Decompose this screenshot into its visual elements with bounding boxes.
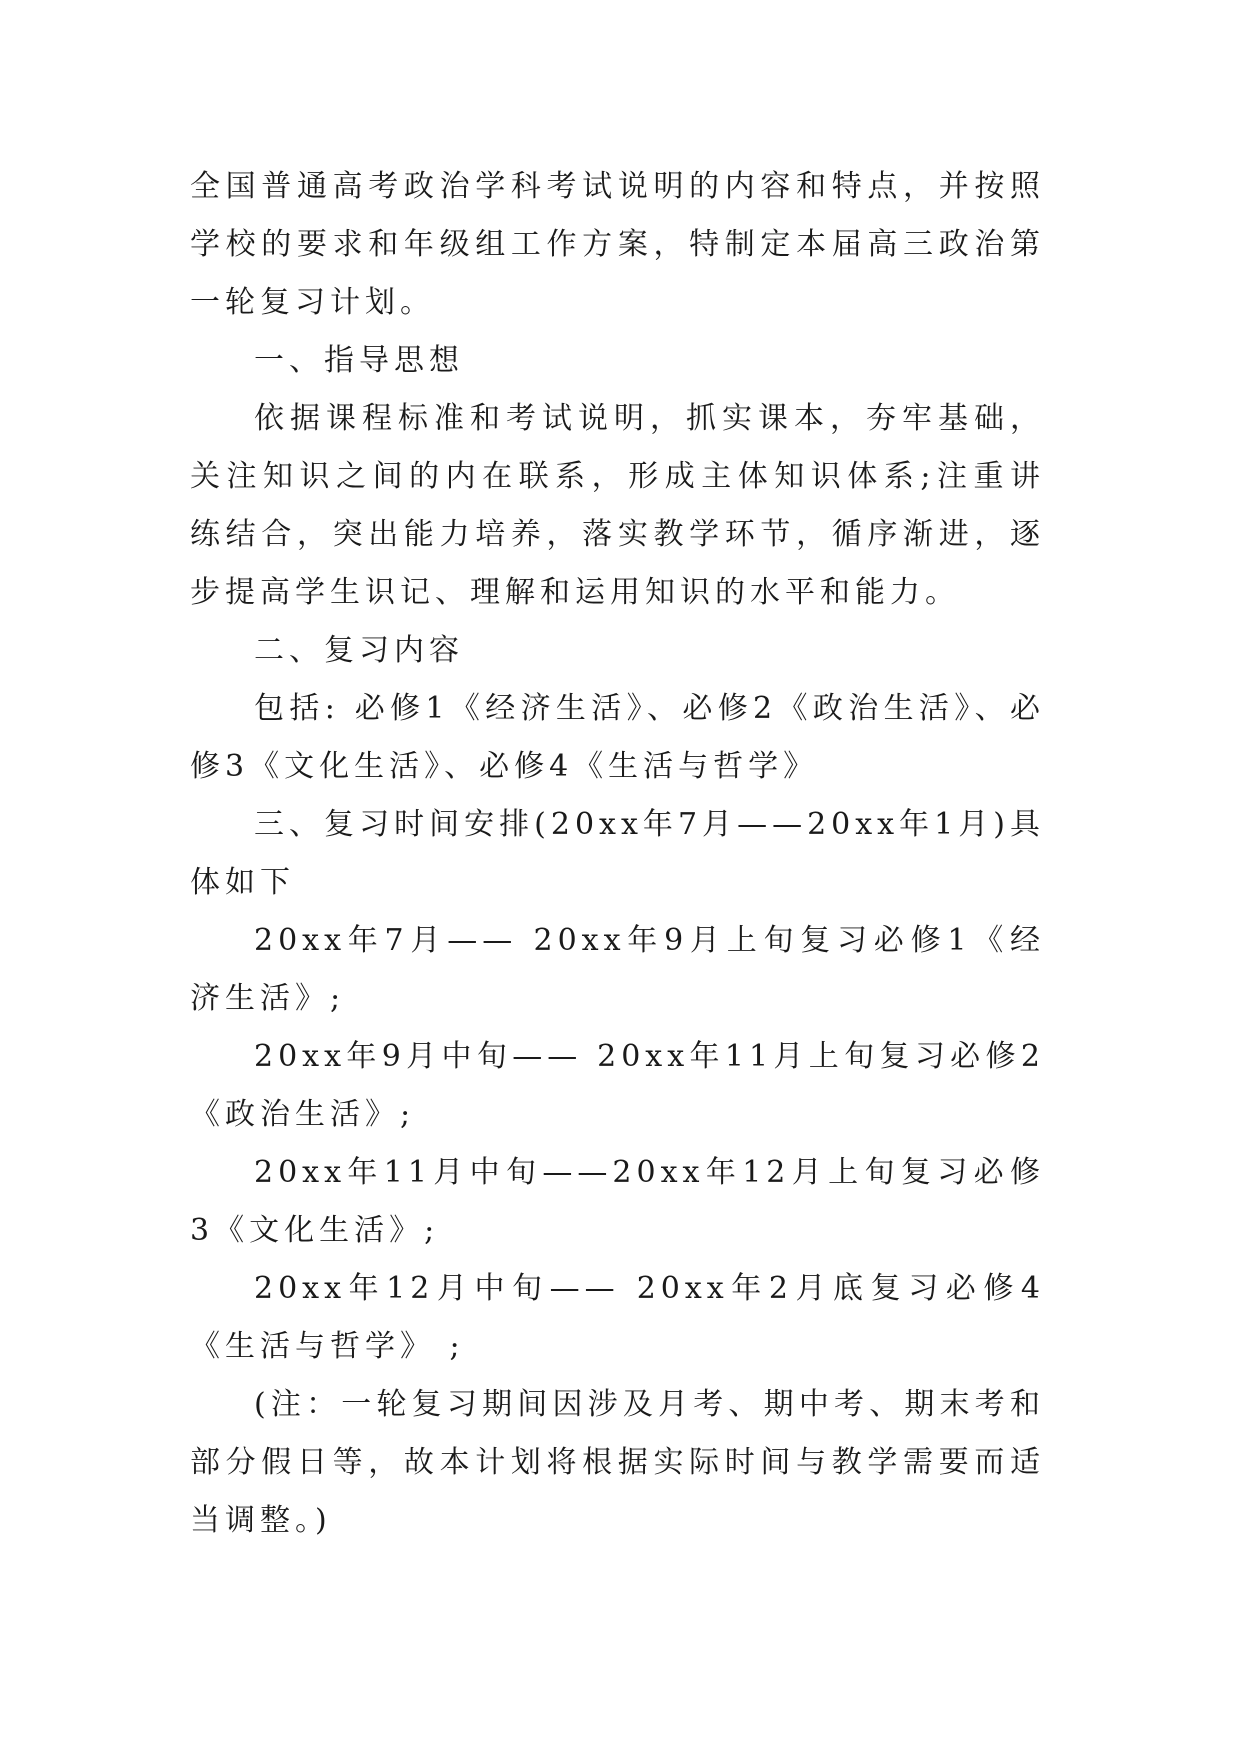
schedule-item: 20xx年7月—— 20xx年9月上旬复习必修1《经济生活》;: [190, 923, 1045, 1016]
schedule-item: 20xx年11月中旬——20xx年12月上旬复习必修3《文化生活》;: [190, 1155, 1045, 1248]
intro-paragraph: 全国普通高考政治学科考试说明的内容和特点，并按照学校的要求和年级组工作方案，特制定本届高三政治第一轮复习计划。: [190, 169, 1045, 320]
note-paragraph: (注：一轮复习期间因涉及月考、期中考、期末考和部分假日等，故本计划将根据实际时间与教学需要而适当调整。): [190, 1387, 1045, 1538]
section-heading-guiding-ideology: 一、指导思想: [254, 343, 464, 378]
section-heading-review-content: 二、复习内容: [254, 633, 464, 668]
guiding-ideology-paragraph: 依据课程标准和考试说明，抓实课本，夯牢基础，关注知识之间的内在联系，形成主体知识体系;注重讲练结合，突出能力培养，落实教学环节，循序渐进，逐步提高学生识记、理解和运用知识的水平和能力。: [190, 401, 1045, 610]
schedule-item: 20xx年12月中旬—— 20xx年2月底复习必修4《生活与哲学》 ;: [190, 1271, 1045, 1364]
review-content-paragraph: 包括: 必修1《经济生活》、必修2《政治生活》、必修3《文化生活》、必修4《生活与哲学》: [190, 691, 1045, 784]
schedule-item: 20xx年9月中旬—— 20xx年11月上旬复习必修2《政治生活》;: [190, 1039, 1045, 1132]
document-body: [190, 158, 1045, 1550]
section-heading-schedule: 三、复习时间安排(20xx年7月——20xx年1月)具体如下: [190, 807, 1045, 900]
